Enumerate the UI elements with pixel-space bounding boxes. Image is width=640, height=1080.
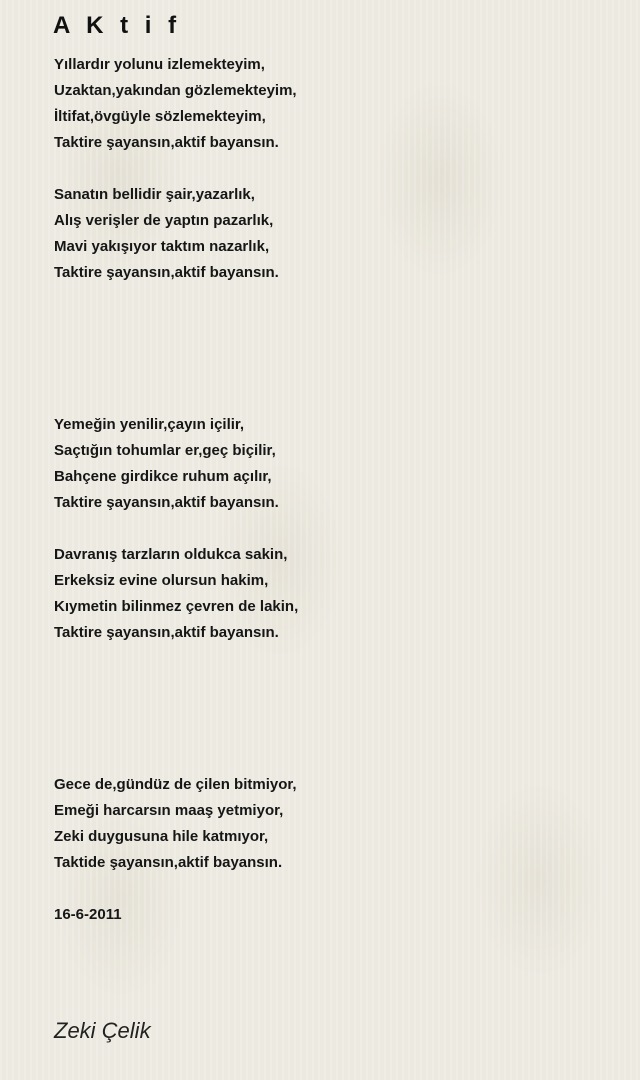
poem-line: Taktire şayansın,aktif bayansın. [54,494,279,511]
poem-line: Yıllardır yolunu izlemekteyim, [54,56,265,73]
poem-line: Uzaktan,yakından gözlemekteyim, [54,82,297,99]
stanza-2 [54,182,279,286]
poem-line: Mavi yakışıyor taktım nazarlık, [54,238,270,255]
stanza-1 [54,52,297,156]
poem-line: Emeği harcarsın maaş yetmiyor, [54,802,284,819]
stanza-4 [54,542,298,646]
poem-line: Saçtığın tohumlar er,geç biçilir, [54,442,276,459]
poem-line: Taktire şayansın,aktif bayansın. [54,264,279,281]
poem-line: Gece de,gündüz de çilen bitmiyor, [54,776,297,793]
poem-line: Taktire şayansın,aktif bayansın. [54,624,279,641]
poem-line: Bahçene girdikce ruhum açılır, [54,468,272,485]
poem-line: Yemeğin yenilir,çayın içilir, [54,416,245,433]
poem-date: 16-6-2011 [54,906,122,923]
stanza-3 [54,412,279,516]
poem-line: Taktide şayansın,aktif bayansın. [54,854,283,871]
poem-line: Zeki duygusuna hile katmıyor, [54,828,269,845]
poem-line: Kıymetin bilinmez çevren de lakin, [54,598,299,615]
poem-line: Alış verişler de yaptın pazarlık, [54,212,274,229]
stanza-5 [54,772,297,876]
poem-title: A K t i f [53,12,182,39]
poem-line: Erkeksiz evine olursun hakim, [54,572,269,589]
poem-line: Davranış tarzların oldukca sakin, [54,546,288,563]
poem-line: Sanatın bellidir şair,yazarlık, [54,186,255,203]
poem-line: Taktire şayansın,aktif bayansın. [54,134,279,151]
poem-line: İltifat,övgüyle sözlemekteyim, [54,108,266,125]
poem-author: Zeki Çelik [54,1018,151,1043]
